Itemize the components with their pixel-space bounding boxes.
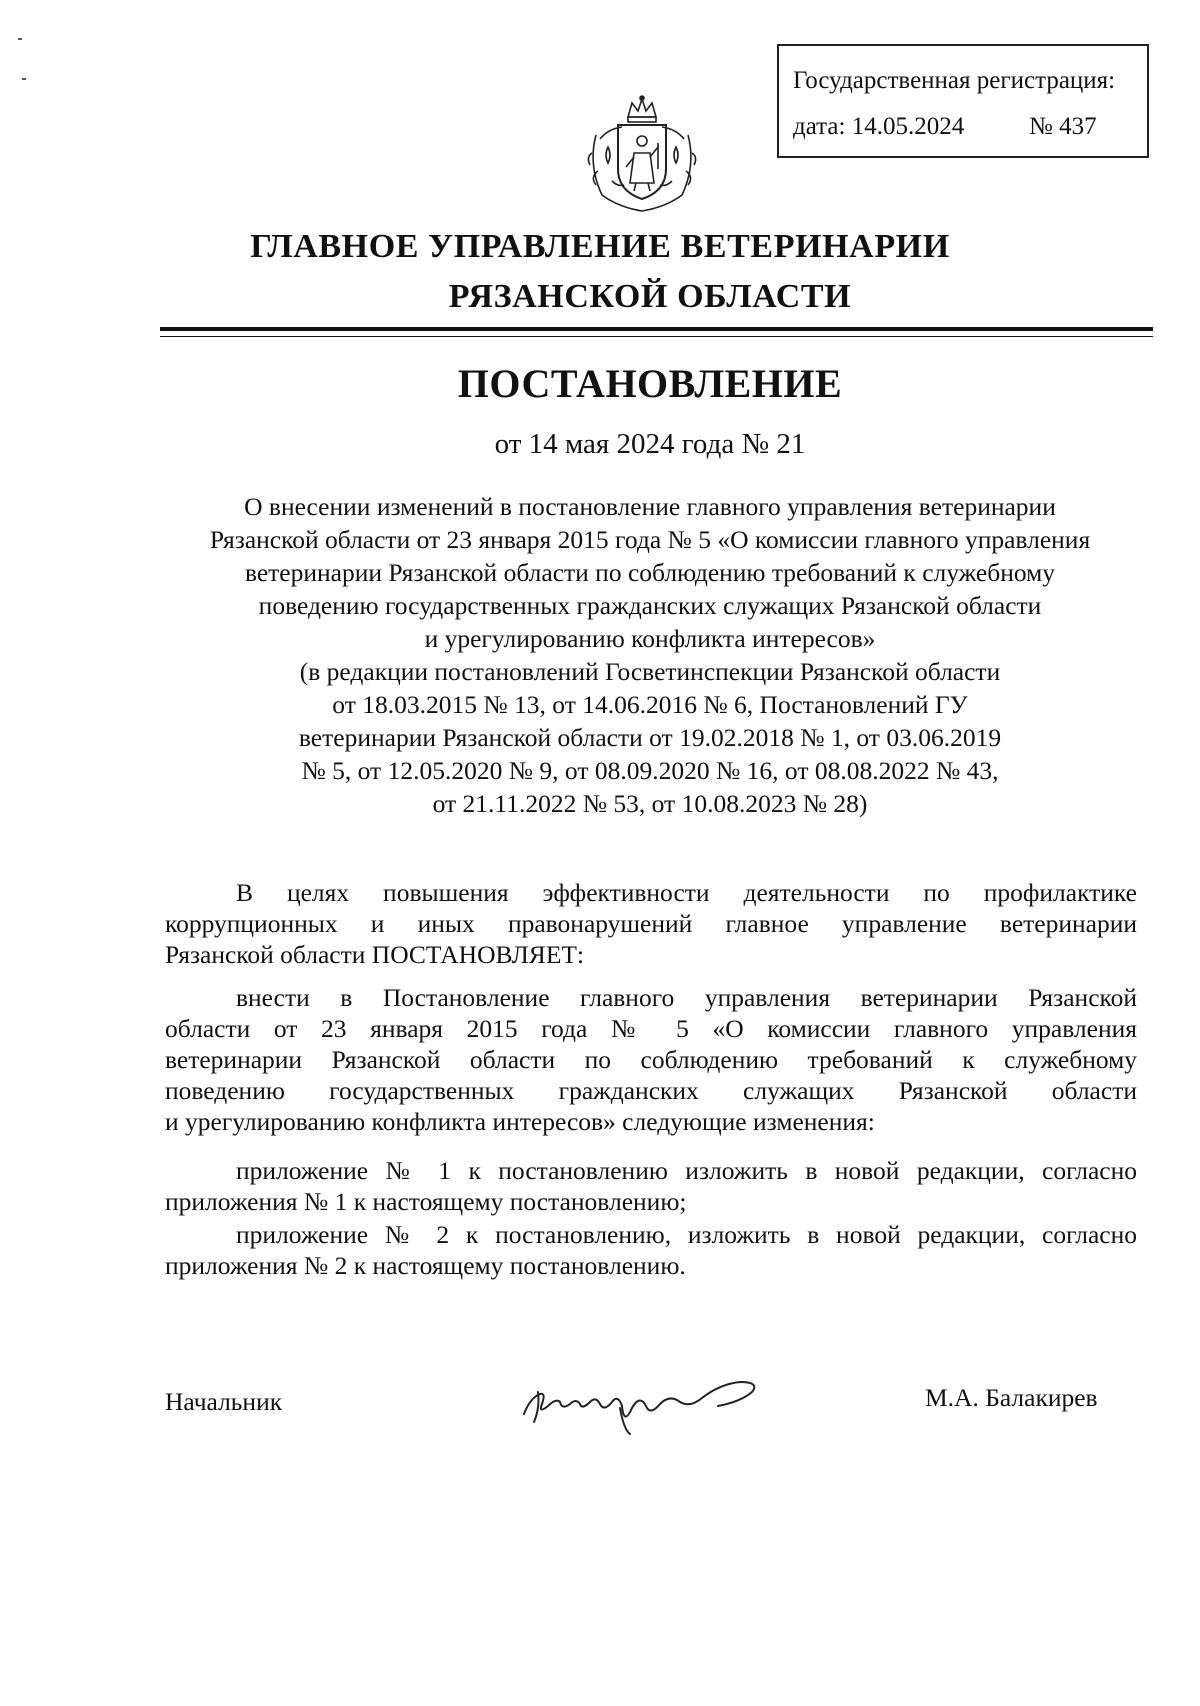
body-line: ветеринарии Рязанской области по соблюдению требований к служебному <box>165 1045 1137 1074</box>
header-rule-thick <box>160 327 1153 331</box>
scan-mark <box>18 38 22 40</box>
subject-line: О внесении изменений в постановление главного управления ветеринарии <box>244 492 1056 521</box>
body-line: приложение № 1 к постановлению изложить в новой редакции, согласно <box>236 1156 1137 1185</box>
body-line: приложения № 2 к настоящему постановлению. <box>165 1251 686 1280</box>
document-type: ПОСТАНОВЛЕНИЕ <box>457 361 843 406</box>
registration-date: дата: 14.05.2024 <box>793 113 965 140</box>
subject-line: ветеринарии Рязанской области от 19.02.2018 № 1, от 03.06.2019 <box>298 723 1002 752</box>
body-line: внести в Постановление главного управления ветеринарии Рязанской <box>236 983 1137 1012</box>
coat-of-arms-icon <box>578 95 706 215</box>
body-line: коррупционных и иных правонарушений главное управление ветеринарии <box>165 909 1137 938</box>
registration-number: № 437 <box>1029 113 1097 140</box>
signatory-position: Начальник <box>165 1387 283 1416</box>
registration-title: Государственная регистрация: <box>793 67 1116 94</box>
subject-line: ветеринарии Рязанской области по соблюдению требований к служебному <box>244 558 1056 587</box>
organization-name-line1: ГЛАВНОЕ УПРАВЛЕНИЕ ВЕТЕРИНАРИИ <box>250 228 950 265</box>
scan-mark <box>22 78 26 80</box>
registration-stamp <box>777 44 1149 158</box>
body-line: Рязанской области ПОСТАНОВЛЯЕТ: <box>165 940 585 969</box>
body-line: поведению государственных гражданских служащих Рязанской области <box>165 1076 1137 1105</box>
header-rule-thin <box>160 336 1153 337</box>
body-line: В целях повышения эффективности деятельности по профилактике <box>236 878 1137 907</box>
organization-name-line2: РЯЗАНСКОЙ ОБЛАСТИ <box>448 278 852 315</box>
subject-line: (в редакции постановлений Госветинспекции Рязанской области <box>299 657 1001 686</box>
subject-line: от 18.03.2015 № 13, от 14.06.2016 № 6, Постановлений ГУ <box>332 690 968 719</box>
body-line: области от 23 января 2015 года № 5 «О комиссии главного управления <box>165 1014 1137 1043</box>
handwritten-signature-icon <box>520 1368 810 1438</box>
subject-line: и урегулированию конфликта интересов» <box>424 624 876 653</box>
subject-line: Рязанской области от 23 января 2015 года № 5 «О комиссии главного управления <box>209 525 1091 554</box>
subject-line: от 21.11.2022 № 53, от 10.08.2023 № 28) <box>432 789 868 818</box>
subject-line: № 5, от 12.05.2020 № 9, от 08.09.2020 № 16, от 08.08.2022 № 43, <box>301 756 999 785</box>
body-line: и урегулированию конфликта интересов» следующие изменения: <box>165 1107 875 1136</box>
body-line: приложения № 1 к настоящему постановлению; <box>165 1187 687 1216</box>
signatory-name: М.А. Балакирев <box>925 1383 1098 1412</box>
body-line: приложение № 2 к постановлению, изложить в новой редакции, согласно <box>236 1220 1137 1249</box>
subject-line: поведению государственных гражданских служащих Рязанской области <box>258 591 1042 620</box>
document-date-number: от 14 мая 2024 года № 21 <box>494 428 806 460</box>
